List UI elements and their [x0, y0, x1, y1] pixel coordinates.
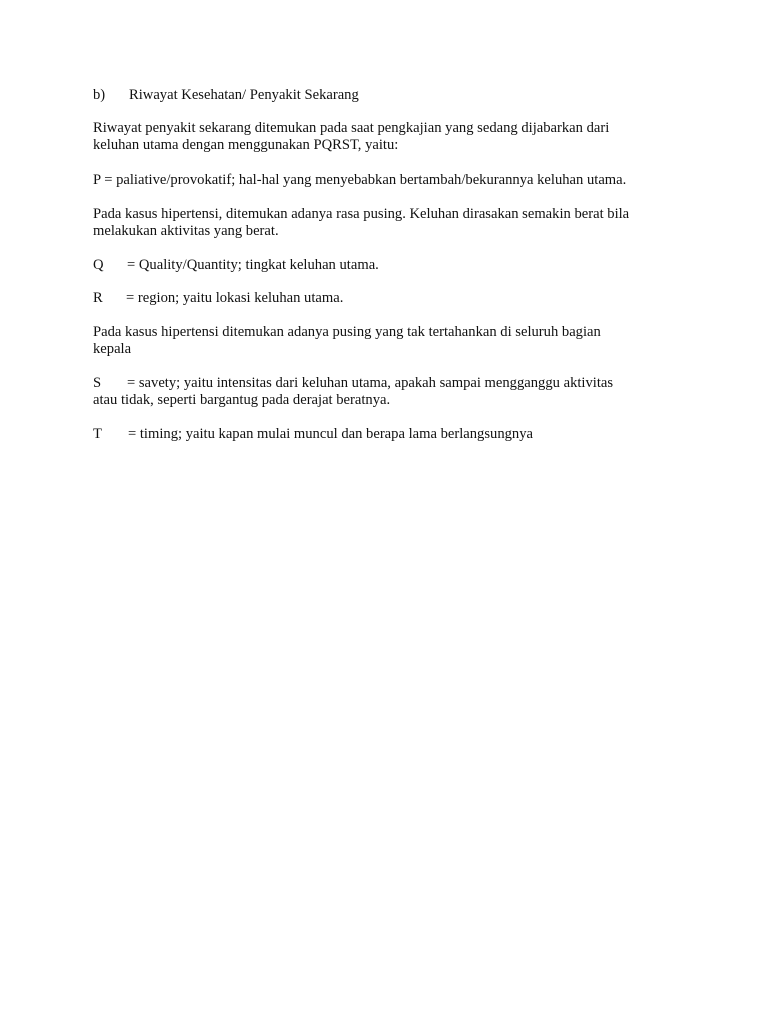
heading-marker: b)	[93, 87, 106, 103]
r-text: = region; yaitu lokasi keluhan utama.	[126, 290, 344, 306]
case2-line-2: kepala	[93, 341, 132, 357]
r-item	[93, 290, 344, 307]
p-item: P = paliative/provokatif; hal-hal yang menyebabkan bertambah/bekurannya keluhan utama.	[93, 172, 627, 188]
q-letter: Q	[93, 257, 104, 273]
case1-line-1: Pada kasus hipertensi, ditemukan adanya rasa pusing. Keluhan dirasakan semakin berat bila	[93, 206, 630, 222]
heading-text: Riwayat Kesehatan/ Penyakit Sekarang	[129, 87, 359, 103]
section-heading	[93, 87, 359, 104]
case2-line-1: Pada kasus hipertensi ditemukan adanya pusing yang tak tertahankan di seluruh bagian	[93, 324, 601, 340]
s-text-line-1: = savety; yaitu intensitas dari keluhan utama, apakah sampai mengganggu aktivitas	[127, 375, 614, 391]
q-item	[93, 257, 379, 274]
r-letter: R	[93, 290, 103, 306]
intro-line-1: Riwayat penyakit sekarang ditemukan pada saat pengkajian yang sedang dijabarkan dari	[93, 120, 610, 136]
t-letter: T	[93, 426, 102, 442]
case1-line-2: melakukan aktivitas yang berat.	[93, 223, 279, 239]
t-text: = timing; yaitu kapan mulai muncul dan berapa lama berlangsungnya	[128, 426, 533, 442]
q-text: = Quality/Quantity; tingkat keluhan utama.	[127, 257, 379, 273]
s-text-line-2: atau tidak, seperti bargantug pada derajat beratnya.	[93, 392, 391, 408]
s-item	[93, 375, 614, 392]
s-letter: S	[93, 375, 102, 391]
t-item	[93, 426, 533, 443]
intro-line-2: keluhan utama dengan menggunakan PQRST, yaitu:	[93, 137, 399, 153]
